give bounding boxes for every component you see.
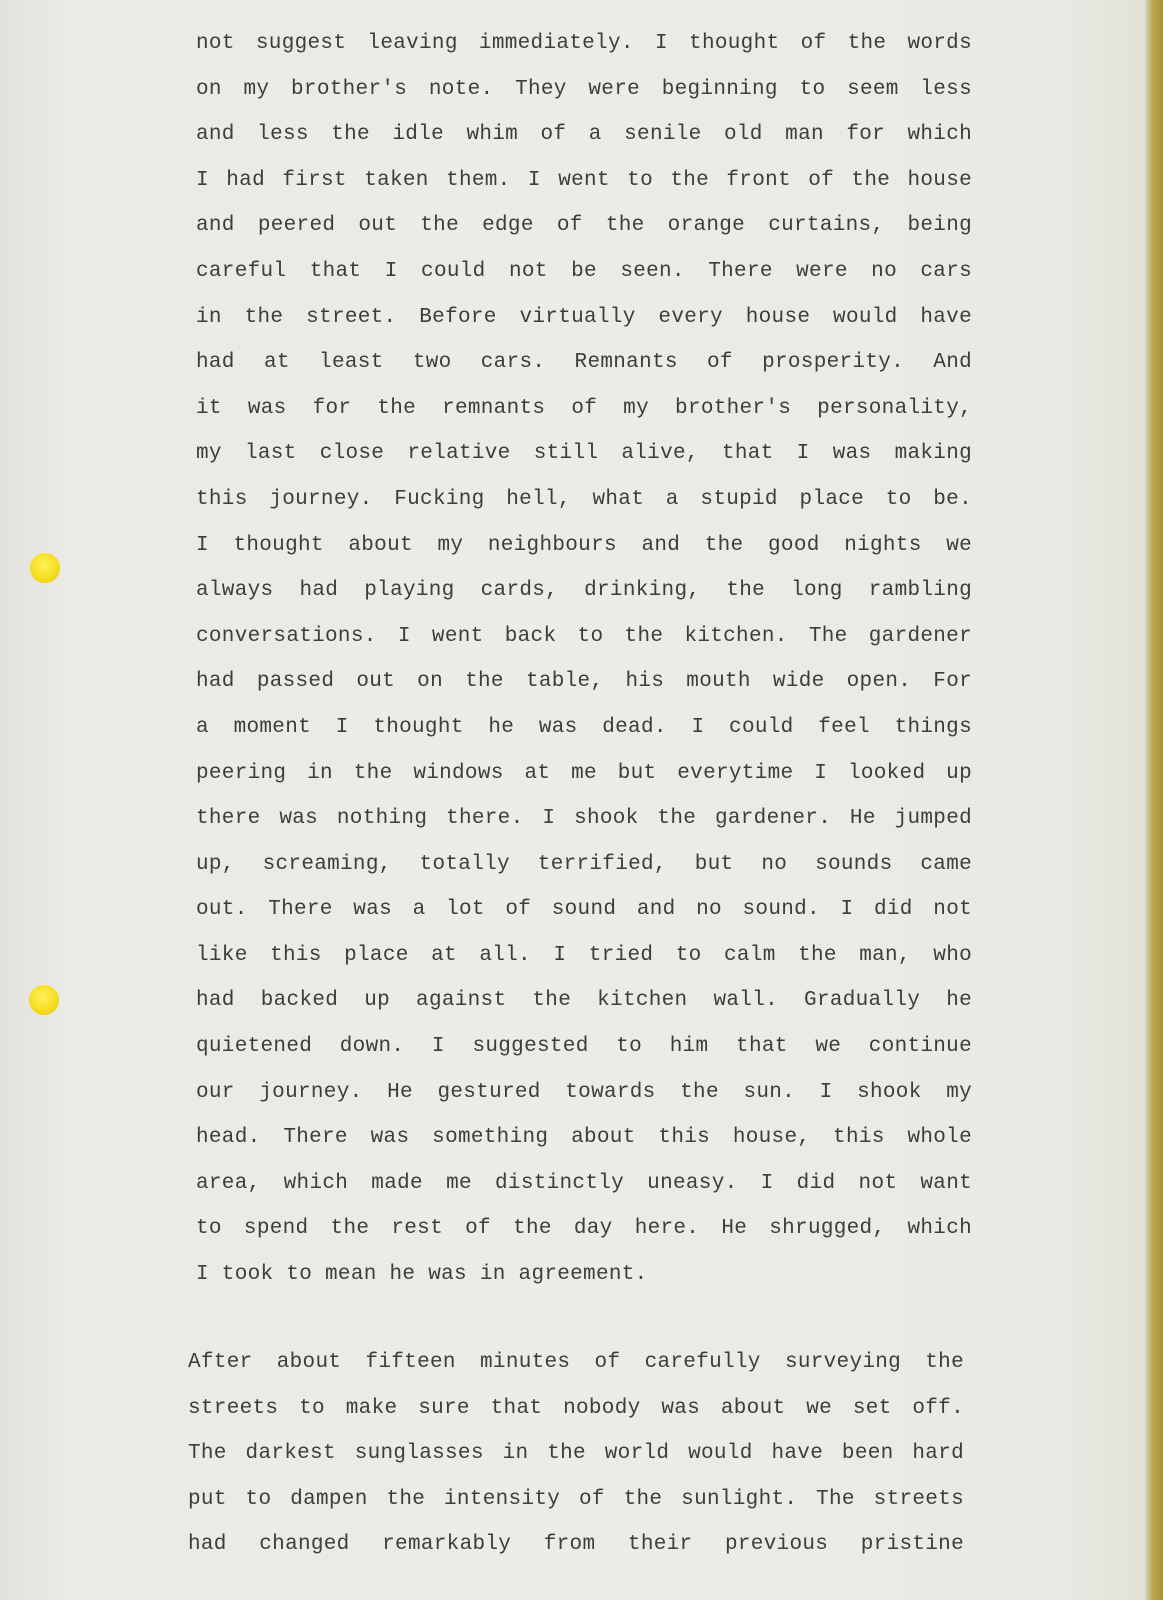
text-line: had changed remarkably from their previous pristine: [188, 1533, 964, 1557]
text-line: my last close relative still alive, that I was making: [196, 442, 972, 466]
text-line: conversations. I went back to the kitchen. The gardener: [196, 624, 972, 648]
punch-hole: [30, 553, 60, 583]
text-line: had backed up against the kitchen wall. Gradually he: [196, 989, 972, 1013]
punch-hole: [29, 985, 59, 1015]
text-line: streets to make sure that nobody was about we set off.: [188, 1396, 964, 1420]
paragraph-2: [188, 1340, 964, 1568]
text-line: on my brother's note. They were beginning to seem less: [196, 77, 972, 101]
text-line: and peered out the edge of the orange curtains, being: [196, 214, 972, 238]
text-line: quietened down. I suggested to him that we continue: [196, 1035, 972, 1059]
text-line: After about fifteen minutes of carefully surveying the: [188, 1351, 964, 1374]
text-line: always had playing cards, drinking, the long rambling: [196, 579, 972, 603]
text-line: I took to mean he was in agreement.: [196, 1263, 648, 1287]
text-line: this journey. Fucking hell, what a stupid place to be.: [196, 487, 972, 511]
text-line: I thought about my neighbours and the good nights we: [196, 533, 972, 557]
text-line: The darkest sunglasses in the world would have been hard: [188, 1442, 964, 1466]
paragraph-1: [196, 21, 972, 1298]
text-line: like this place at all. I tried to calm the man, who: [196, 943, 972, 967]
text-line: it was for the remnants of my brother's personality,: [196, 396, 972, 420]
text-line: had at least two cars. Remnants of prosperity. And: [196, 351, 972, 375]
text-line: to spend the rest of the day here. He shrugged, which: [196, 1217, 972, 1241]
text-line: put to dampen the intensity of the sunlight. The streets: [188, 1487, 964, 1511]
text-line: had passed out on the table, his mouth wide open. For: [196, 670, 972, 694]
text-line: area, which made me distinctly uneasy. I did not want: [196, 1171, 972, 1195]
text-line: head. There was something about this house, this whole: [196, 1126, 972, 1150]
text-line: our journey. He gestured towards the sun. I shook my: [196, 1080, 972, 1104]
page-edge: [1145, 0, 1163, 1600]
text-line: careful that I could not be seen. There were no cars: [196, 259, 972, 283]
text-line: I had first taken them. I went to the front of the house: [196, 168, 972, 192]
text-line: not suggest leaving immediately. I thought of the words: [196, 32, 972, 55]
text-line: there was nothing there. I shook the gardener. He jumped: [196, 807, 972, 831]
text-line: out. There was a lot of sound and no sound. I did not: [196, 898, 972, 922]
text-line: and less the idle whim of a senile old man for which: [196, 123, 972, 147]
text-line: a moment I thought he was dead. I could feel things: [196, 715, 972, 739]
text-line: up, screaming, totally terrified, but no sounds came: [196, 852, 972, 876]
text-line: in the street. Before virtually every house would have: [196, 305, 972, 329]
text-line: peering in the windows at me but everytime I looked up: [196, 761, 972, 785]
